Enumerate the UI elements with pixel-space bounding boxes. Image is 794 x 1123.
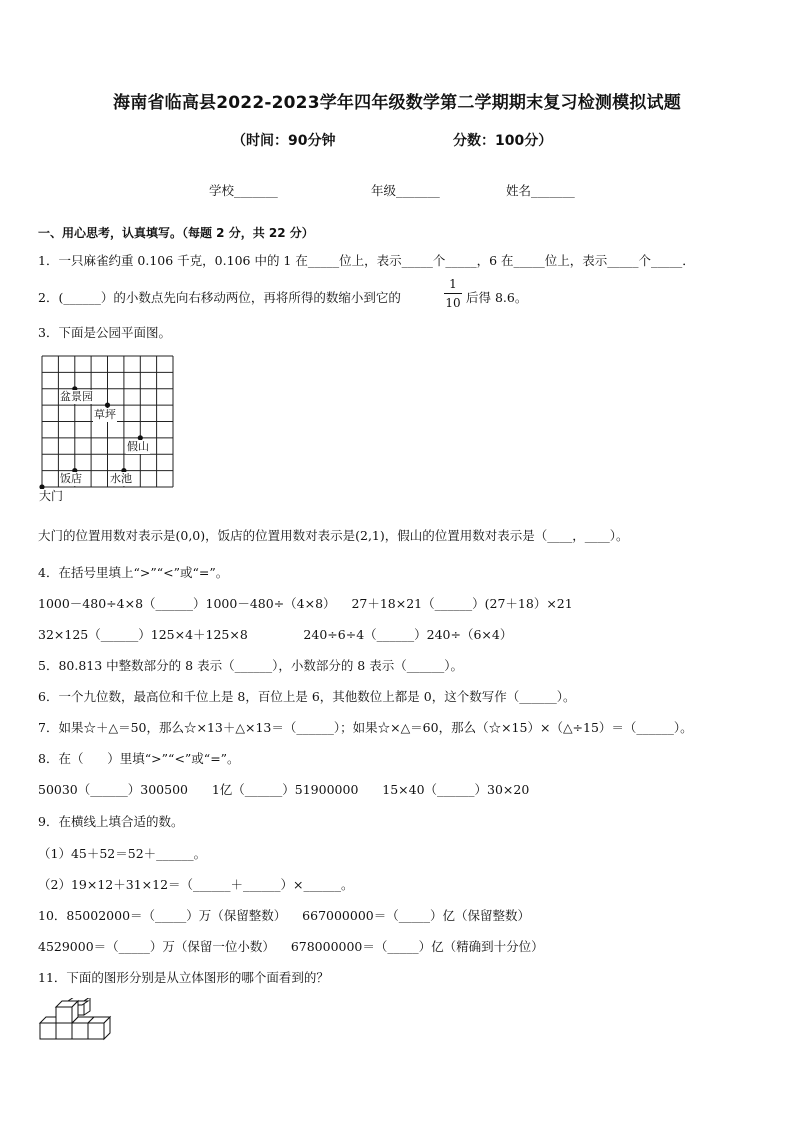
question-7: 7．如果☆＋△＝50，那么☆×13＋△×13＝（______）；如果☆×△＝60，那么（☆×15）×（△÷15）＝（______）。	[38, 720, 693, 735]
exam-time: （时间：90分钟	[232, 133, 336, 149]
question-5: 5．80.813 中整数部分的 8 表示（______），小数部分的 8 表示（______）。	[38, 658, 463, 673]
grade-field[interactable]: 年级_______	[371, 183, 440, 198]
question-3-text: 大门的位置用数对表示是(0,0)，饭店的位置用数对表示是(2,1)，假山的位置用数对表示是（____，____）。	[38, 528, 629, 543]
question-10-line-1: 10．85002000＝（_____）万（保留整数） 667000000＝（_____）亿（保留整数）	[38, 908, 530, 923]
fraction-numerator: 1	[449, 277, 457, 291]
question-10-line-2: 4529000＝（_____）万（保留一位小数） 678000000＝（_____）亿（精确到十分位）	[38, 939, 544, 954]
label-jiashan: 假山	[127, 440, 149, 453]
question-9: 9．在横线上填合适的数。	[38, 814, 184, 829]
label-penjing: 盆景园	[60, 390, 93, 403]
name-field[interactable]: 姓名_______	[506, 183, 575, 198]
question-3: 3．下面是公园平面图。	[38, 325, 171, 340]
fraction-one-tenth	[444, 276, 462, 311]
question-8-line-1: 50030（______）300500 1亿（______）51900000 15×40（______）30×20	[38, 782, 530, 797]
question-4: 4．在括号里填上“>”“<”或“=”。	[38, 565, 229, 580]
question-2-prefix: 2．(______）的小数点先向右移动两位，再将所得的数缩小到它的	[38, 290, 401, 305]
question-11: 11．下面的图形分别是从立体图形的哪个面看到的？	[38, 970, 329, 985]
label-shuichi: 水池	[110, 472, 132, 485]
question-9-part-2: （2）19×12＋31×12＝（______＋______）×______。	[38, 877, 354, 892]
school-field[interactable]: 学校_______	[209, 183, 278, 198]
label-damen: 大门	[39, 489, 64, 503]
cube-solid-figure	[36, 998, 112, 1048]
question-4-line-2: 32×125（______）125×4＋125×8 240÷6÷4（______）240÷（6×4）	[38, 627, 513, 642]
question-1: 1．一只麻雀约重 0.106 千克，0.106 中的 1 在_____位上，表示_____个_____，6 在_____位上，表示_____个_____．	[38, 253, 695, 268]
point-caoping	[105, 403, 110, 408]
question-9-part-1: （1）45＋52＝52＋______。	[38, 846, 207, 861]
question-8: 8．在（ ）里填“>”“<”或“=”。	[38, 751, 240, 766]
park-grid-diagram	[38, 352, 178, 492]
exam-score: 分数：100分）	[453, 133, 553, 149]
label-caoping: 草坪	[94, 408, 116, 421]
fraction-denominator: 10	[445, 296, 461, 310]
section-heading: 一、用心思考，认真填写。（每题 2 分，共 22 分）	[38, 226, 314, 240]
label-fandian: 饭店	[60, 472, 82, 485]
question-4-line-1: 1000－480÷4×8（______）1000－480÷（4×8） 27＋18×21（______）(27＋18）×21	[38, 596, 573, 611]
fraction-bar	[444, 293, 462, 294]
page-title: 海南省临高县2022-2023学年四年级数学第二学期期末复习检测模拟试题	[113, 93, 681, 113]
question-2-suffix: 后得 8.6。	[466, 290, 528, 305]
question-6: 6．一个九位数，最高位和千位上是 8，百位上是 6，其他数位上都是 0，这个数写作（______）。	[38, 689, 576, 704]
